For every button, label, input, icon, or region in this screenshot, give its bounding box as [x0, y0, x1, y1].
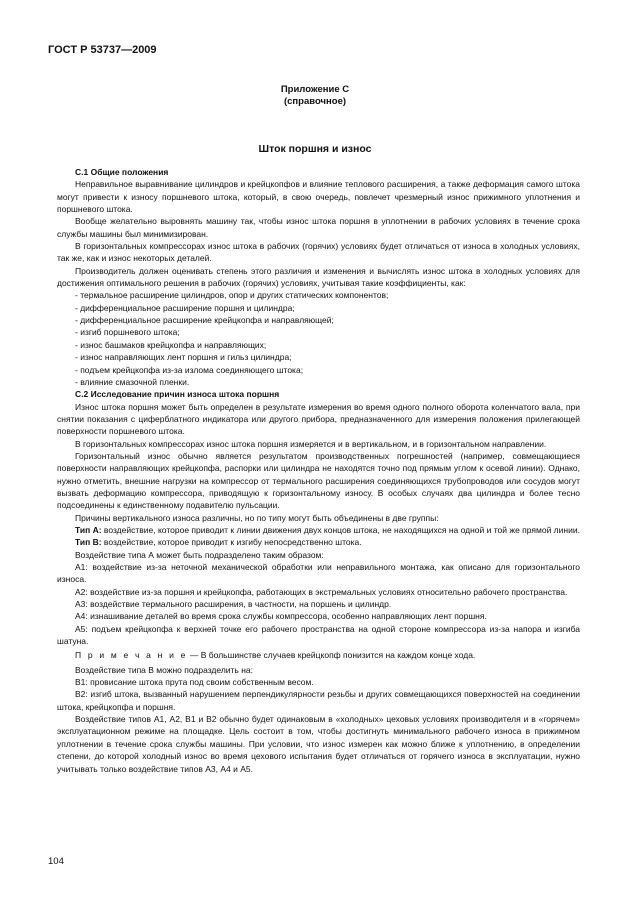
paragraph-a2: А2: воздействие из-за поршня и крейцкопфа, работающих в экстремальных условиях относительно рабочего пространства.: [75, 586, 568, 597]
paragraph: Горизонтальный износ обычно является результатом производственных погрешностей (например, совмещающиеся поверхности направляющих крейцкопфа, распорки или цилиндра не находятся точно под прямым углом к осевой линии). Однако, нужно отметить, внешние нагрузки на компрессор от термального расширения соединяющихся трубопроводов или сосудов могут вызвать деформацию компрессора, приводящую к горизонтальному износу. В особых случаях два цилиндра и более тесно подсоединены к единственному подавителю пульсации.: [57, 450, 580, 511]
paragraph: Вообще желательно выровнять машину так, чтобы износ штока поршня в уплотнении в рабочих условиях в течение срока службы машины был минимизирован.: [57, 216, 580, 239]
type-b-paragraph: [57, 536, 580, 548]
page-title: Шток поршня и износ: [258, 143, 372, 155]
paragraph: В горизонтальных компрессорах износ штока поршня измеряется и в вертикальном, и в горизонтальном направлении.: [75, 438, 547, 449]
type-a-label: Тип А:: [75, 524, 102, 535]
list-item: - дифференциальное расширение крейцкопфа и направляющей;: [75, 315, 334, 326]
paragraph: Воздействие типов А1, А2, В1 и В2 обычно будет одинаковым в «холодных» цеховых условиях производителя и в «горячем» эксплуатационном режиме на площадке. Цель состоит в том, чтобы достигнуть минимального рабочего износа в прижимном уплотнении в течение срока службы машины. При условии, что износ измерен как можно ближе к уплотнению, в определении степени, до которой холодный износ во время цехового испытания будет отличаться от горячего износа в эксплуатации, нужно учитывать только воздействие типов А3, А4 и А5.: [57, 714, 580, 774]
list-item: - износ направляющих лент поршня и гильз цилиндра;: [75, 352, 292, 363]
list-item: - термальное расширение цилиндров, опор и других статических компонентов;: [75, 290, 389, 301]
standard-header: ГОСТ Р 53737—2009: [48, 44, 157, 56]
page-number: 104: [48, 856, 64, 867]
note: [57, 649, 580, 661]
list-item: - подъем крейцкопфа из-за излома соединяющего штока;: [75, 364, 304, 375]
paragraph: Причины вертикального износа различны, но по типу могут быть объединены в две группы:: [75, 512, 439, 523]
paragraph: Воздействие типа А может быть подразделено таким образом:: [75, 549, 324, 560]
paragraph: Износ штока поршня может быть определен в результате измерения во время одного полного оборота коленчатого вала, при снятии показания с циферблатного индикатора или другого прибора, предназначенного для измерения положения прилегающей поверхности поршневого штока.: [57, 401, 580, 437]
type-b-text: воздействие, которое приводит к изгибу непосредственно штока.: [101, 537, 362, 548]
document-body: [57, 166, 580, 775]
paragraph: В горизонтальных компрессорах износ штока в рабочих (горячих) условиях будет отличаться от износа в холодных условиях, так же, как и износ некоторых деталей.: [57, 241, 580, 264]
type-b-label: Тип В:: [75, 537, 102, 548]
list-item: - износ башмаков крейцкопфа и направляющих;: [75, 339, 267, 350]
paragraph: Неправильное выравнивание цилиндров и крейцкопфов и влияние теплового расширения, а также деформация самого штока могут привести к износу поршневого штока, который, в свою очередь, повлечет чрезмерный износ прижимного уплотнения и поршневого штока.: [57, 179, 580, 215]
note-label: П р и м е ч а н и е: [75, 650, 188, 661]
section-1-heading: С.1 Общие положения: [75, 167, 169, 177]
paragraph-b1: В1: провисание штока прута под своим собственным весом.: [75, 677, 314, 688]
annex-subtitle: (справочное): [283, 96, 347, 107]
list-item: - дифференциальное расширение поршня и цилиндра;: [75, 302, 295, 313]
note-text: — В большинстве случаев крейцкопф понизится на каждом конце хода.: [187, 650, 476, 661]
section-2-heading: С.2 Исследование причин износа штока поршня: [75, 389, 280, 400]
type-a-paragraph: [57, 524, 580, 536]
paragraph-a1: А1: воздействие из-за неточной механической обработки или неправильного монтажа, как описано для горизонтального износа.: [57, 562, 580, 585]
paragraph: Производитель должен оценивать степень этого различия и изменения и вычислять износ штока в холодных условиях для достижения оптимального решения в рабочих (горячих) условиях, учитывая такие коэффициенты, как:: [57, 265, 580, 289]
paragraph-a3: А3: воздействие термального расширения, в частности, на поршень и цилиндр.: [75, 599, 392, 610]
type-a-text: воздействие, которое приводит к линии движения двух концов штока, не находящихся на одной и той же прямой линии.: [101, 524, 580, 535]
list-item: - влияние смазочной пленки.: [75, 376, 190, 387]
paragraph-b2: В2: изгиб штока, вызванный нарушением перпендикулярности резьбы и других совмещающихся поверхностей на соединении штока, крейцкопфа и поршня.: [57, 689, 580, 712]
paragraph: Воздействие типа В можно подразделить на:: [75, 664, 254, 675]
paragraph-a4: А4: изнашивание деталей во время срока службы компрессора, особенно направляющих лент поршня.: [75, 611, 487, 622]
annex-title: Приложение С: [280, 84, 350, 95]
paragraph-a5: А5: подъем крейцкопфа к верхней точке его рабочего пространства на одной стороне компрессора из-за напора и изгиба шатуна.: [57, 623, 580, 647]
list-item: - изгиб поршневого штока;: [75, 327, 180, 338]
